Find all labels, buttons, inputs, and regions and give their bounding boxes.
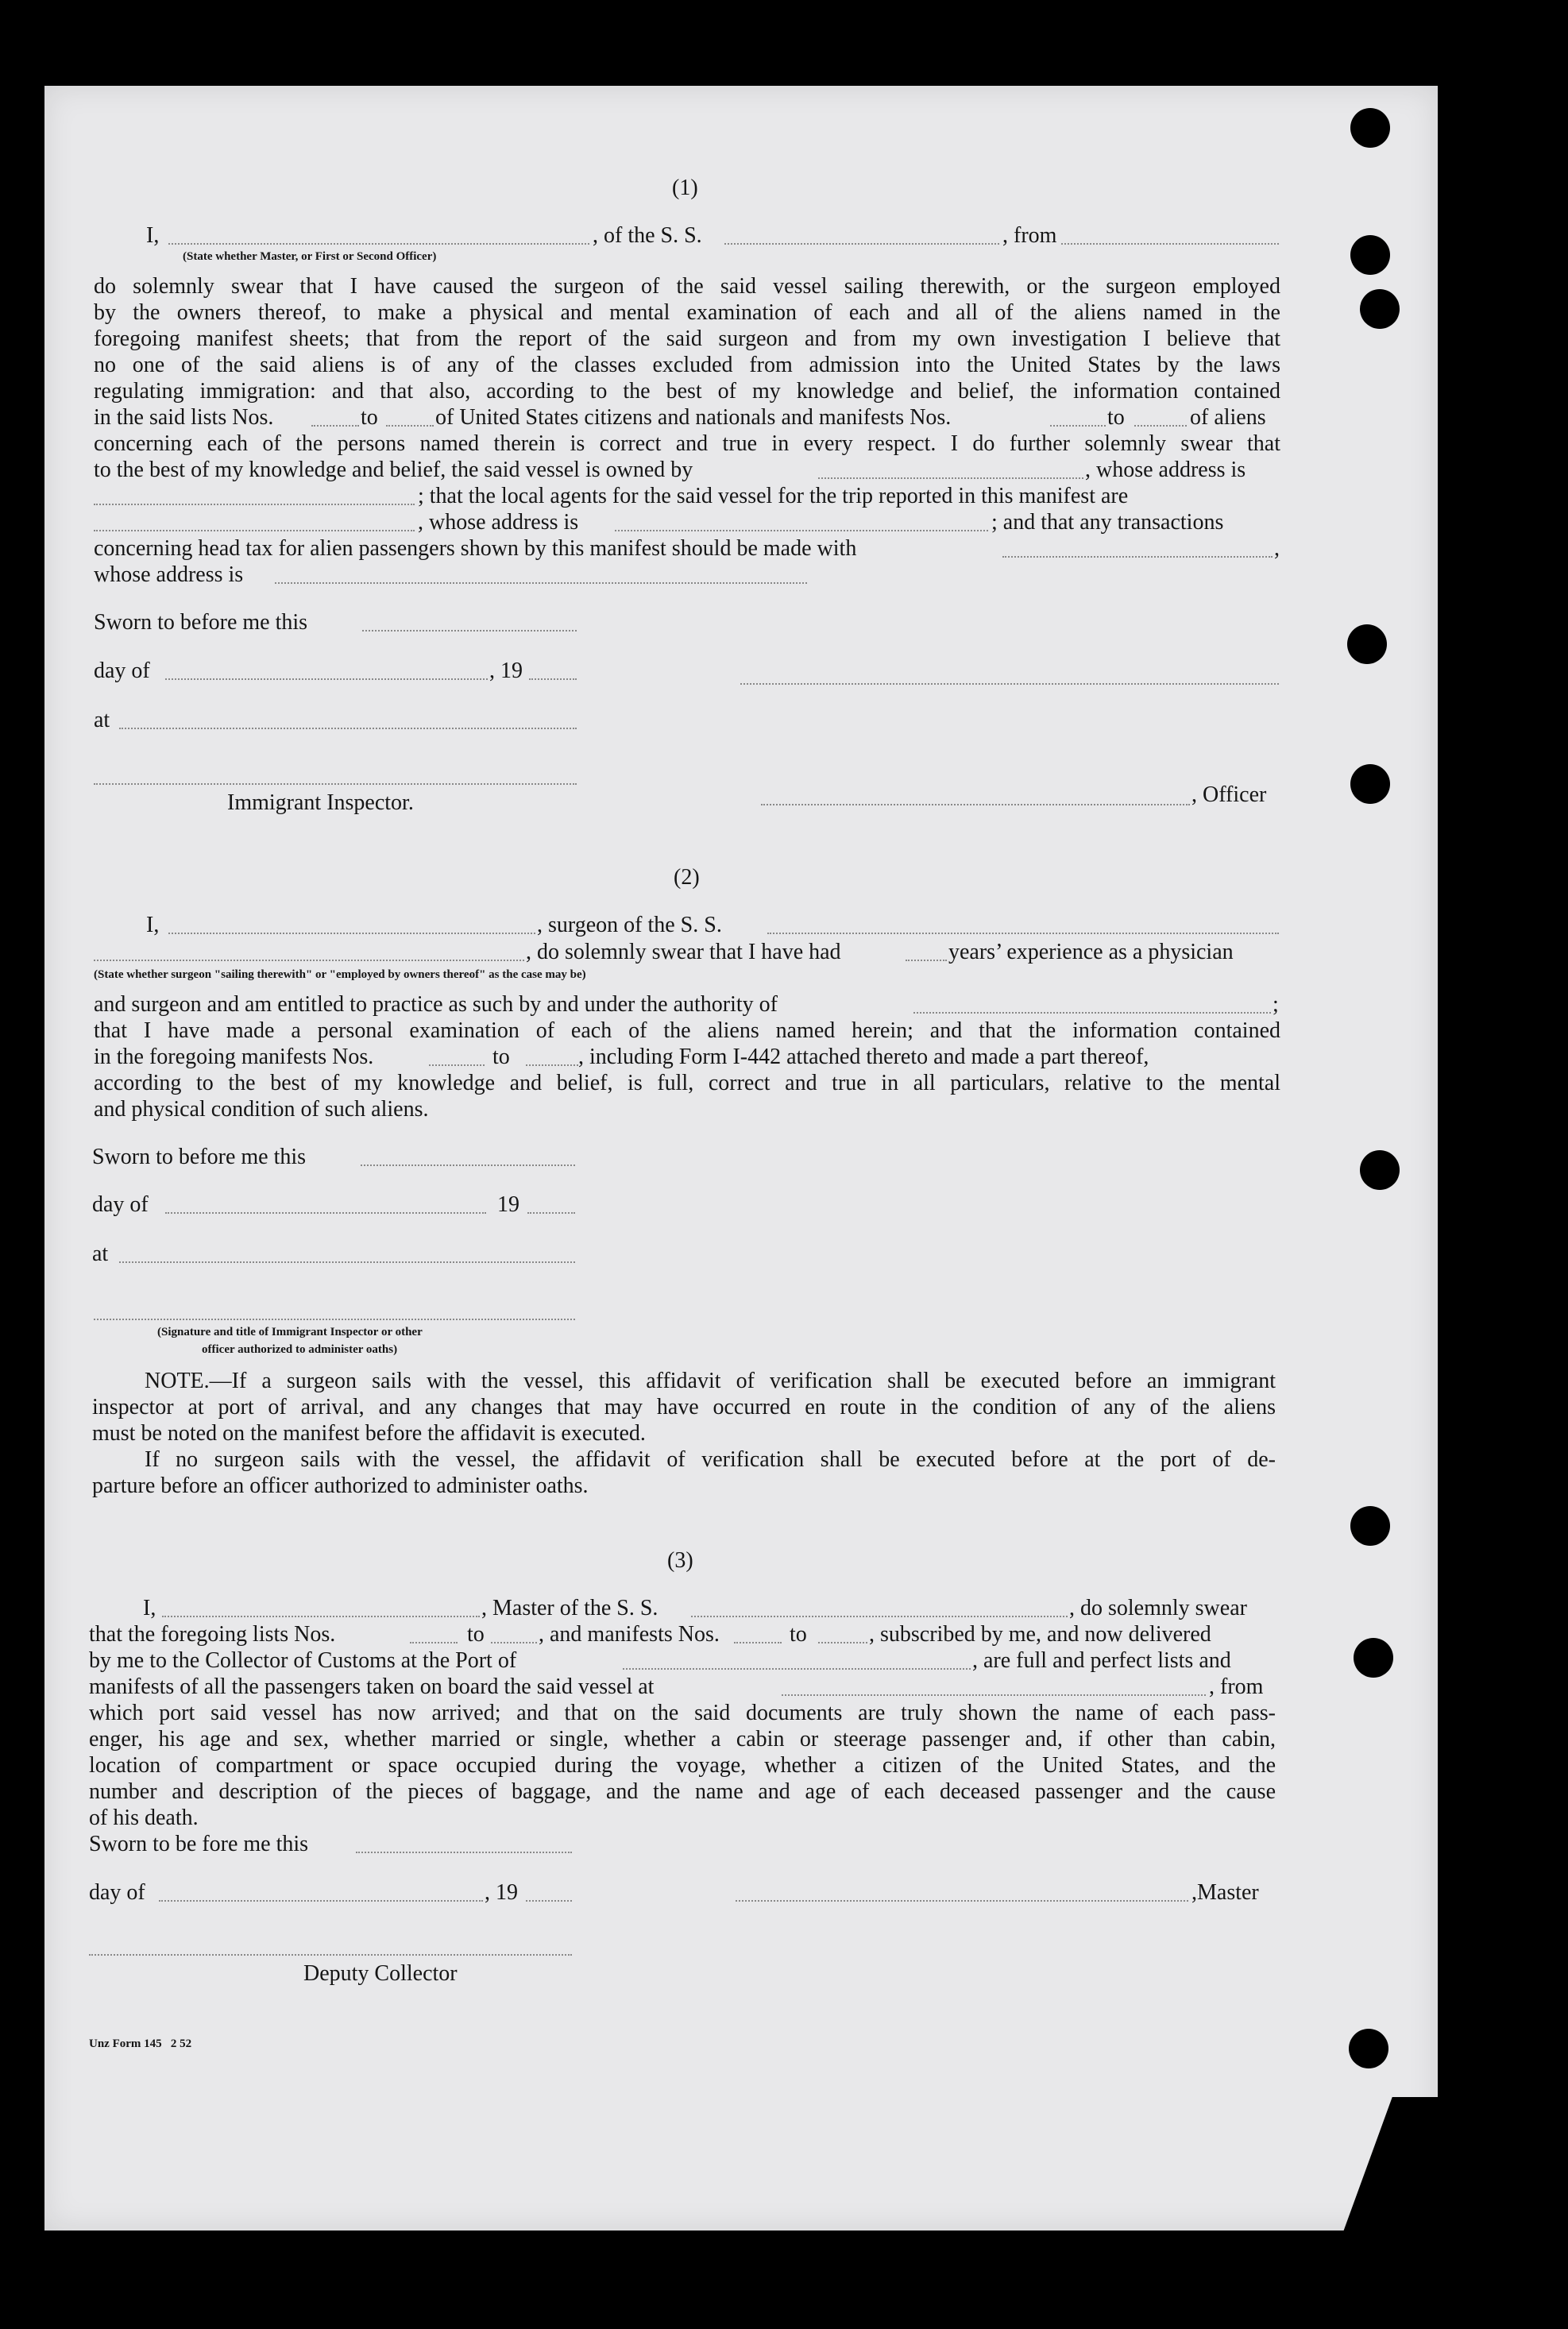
s3-master-label: ,Master bbox=[1191, 1880, 1259, 1905]
s3-port-field[interactable] bbox=[623, 1668, 971, 1670]
s1-sworn-label: Sworn to before me this bbox=[94, 610, 308, 635]
punch-hole bbox=[1350, 235, 1390, 275]
s1-citizens-label: of United States citizens and nationals and manifests Nos. bbox=[435, 405, 952, 430]
s1-headtax-address-field[interactable] bbox=[275, 582, 807, 584]
s3-to-label: to bbox=[467, 1622, 485, 1647]
s3-sworn-label: Sworn to be fore me this bbox=[89, 1832, 309, 1856]
s3-boarded-field[interactable] bbox=[782, 1694, 1206, 1696]
s2-at-field[interactable] bbox=[119, 1261, 575, 1263]
s2-signature-line[interactable] bbox=[94, 1319, 575, 1320]
s3-manifests-from-field[interactable] bbox=[734, 1642, 782, 1643]
s1-to-label: to bbox=[361, 405, 378, 430]
s1-at-label: at bbox=[94, 708, 110, 732]
s3-lists-from-field[interactable] bbox=[410, 1642, 458, 1643]
punch-hole bbox=[1350, 764, 1390, 804]
s3-sworn-field[interactable] bbox=[356, 1852, 572, 1853]
s2-vessel-field[interactable] bbox=[767, 933, 1279, 934]
s1-inspector-label: Immigrant Inspector. bbox=[227, 790, 414, 815]
s3-body-line: number and description of the pieces of baggage, and the name and age of each deceased passenger and the cause bbox=[89, 1779, 1276, 1804]
s2-body-line: and physical condition of such aliens. bbox=[94, 1097, 429, 1122]
s2-sworn-field[interactable] bbox=[361, 1164, 575, 1166]
s1-headtax-field[interactable] bbox=[1002, 556, 1273, 558]
s1-body-line: regulating immigration: and that also, according to the best of my knowledge and belief, the information contained bbox=[94, 379, 1280, 404]
s1-transactions-label: ; and that any transactions bbox=[991, 510, 1224, 535]
s1-agents-label: ; that the local agents for the said vessel for the trip reported in this manifest are bbox=[418, 484, 1129, 508]
s1-from-field[interactable] bbox=[1061, 243, 1279, 245]
s1-owned-by-label: to the best of my knowledge and belief, the said vessel is owned by bbox=[94, 458, 693, 482]
section-3-number: (3) bbox=[667, 1548, 693, 1573]
s1-agent-address-field[interactable] bbox=[615, 530, 988, 531]
s3-swear-label: , do solemnly swear bbox=[1069, 1596, 1247, 1620]
s2-year-label: 19 bbox=[497, 1192, 519, 1217]
s1-body-line: foregoing manifest sheets; that from the report of the said surgeon and from my own investigation I believe that bbox=[94, 326, 1280, 351]
s2-note-line: If no surgeon sails with the vessel, the affidavit of verification shall be executed before at the port of de- bbox=[145, 1447, 1276, 1472]
s3-i-label: I, bbox=[143, 1596, 156, 1620]
s3-year-field[interactable] bbox=[526, 1900, 572, 1902]
s3-body-line: enger, his age and sex, whether married or single, whether a cabin or steerage passenger and, if other than cabin, bbox=[89, 1727, 1276, 1752]
s1-owner-field[interactable] bbox=[818, 477, 1083, 479]
s2-surgeon-note: (State whether surgeon "sailing therewith" or "employed by owners thereof" as the case may be) bbox=[94, 968, 586, 981]
s3-manifests-label: , and manifests Nos. bbox=[539, 1622, 720, 1647]
s2-years-field[interactable] bbox=[906, 960, 947, 961]
s2-manifests-from-field[interactable] bbox=[429, 1064, 485, 1066]
punch-hole bbox=[1349, 2029, 1388, 2068]
s1-officer-signature-line-top[interactable] bbox=[740, 683, 1279, 685]
punch-hole bbox=[1360, 1150, 1400, 1190]
s1-officer-name-field[interactable] bbox=[168, 243, 589, 245]
punch-hole bbox=[1354, 1638, 1393, 1678]
s1-body-line: no one of the said aliens is of any of the classes excluded from admission into the United States by the laws bbox=[94, 353, 1280, 377]
s2-surgeon-of-ss-label: , surgeon of the S. S. bbox=[537, 913, 722, 937]
s3-lists-full-label: , are full and perfect lists and bbox=[972, 1648, 1231, 1673]
s2-body-line: according to the best of my knowledge and belief, is full, correct and true in all particulars, relative to the mental bbox=[94, 1071, 1280, 1095]
s2-to-label: to bbox=[492, 1045, 510, 1069]
s2-authority-label: and surgeon and am entitled to practice as such by and under the authority of bbox=[94, 992, 778, 1017]
s2-authority-field[interactable] bbox=[913, 1012, 1271, 1014]
s2-signature-note-1: (Signature and title of Immigrant Inspector or other bbox=[157, 1326, 423, 1338]
s1-body-line: by the owners thereof, to make a physical and mental examination of each and all of the aliens named in the bbox=[94, 300, 1280, 325]
punch-hole bbox=[1360, 289, 1400, 329]
s2-note-line: parture before an officer authorized to administer oaths. bbox=[92, 1473, 589, 1498]
s1-i-label: I, bbox=[146, 223, 160, 248]
s1-owner-address-field[interactable] bbox=[94, 504, 415, 505]
s2-sworn-label: Sworn to before me this bbox=[92, 1145, 307, 1169]
s1-lists-to-field[interactable] bbox=[386, 425, 434, 427]
s1-agents-field[interactable] bbox=[94, 530, 415, 531]
s2-semicolon: ; bbox=[1273, 992, 1279, 1017]
s1-body-line: do solemnly swear that I have caused the surgeon of the said vessel sailing therewith, or the surgeon employed bbox=[94, 274, 1280, 299]
s3-vessel-field[interactable] bbox=[691, 1616, 1068, 1617]
section-2-number: (2) bbox=[674, 865, 700, 890]
s3-deputy-collector-label: Deputy Collector bbox=[303, 1961, 458, 1986]
s2-day-field[interactable] bbox=[165, 1212, 486, 1214]
s2-body-line: that I have made a personal examination of each of the aliens named herein; and that the information contained bbox=[94, 1018, 1280, 1043]
s1-headtax-label: concerning head tax for alien passengers shown by this manifest should be made with bbox=[94, 536, 857, 561]
s1-to-label-2: to bbox=[1107, 405, 1125, 430]
s3-collector-signature-line[interactable] bbox=[89, 1954, 572, 1956]
s1-agent-address-label: , whose address is bbox=[418, 510, 579, 535]
s2-day-of-label: day of bbox=[92, 1192, 149, 1217]
s2-surgeon-status-field[interactable] bbox=[94, 960, 524, 961]
s1-from-label: , from bbox=[1002, 223, 1057, 248]
s1-year-field[interactable] bbox=[529, 678, 577, 680]
s1-sworn-field[interactable] bbox=[362, 630, 577, 631]
s2-physician-label: years’ experience as a physician bbox=[948, 940, 1234, 964]
s3-body-line: which port said vessel has now arrived; and that on the said documents are truly shown the name of each pass- bbox=[89, 1701, 1276, 1725]
s1-comma: , bbox=[1274, 536, 1280, 561]
s3-manifests-to-field[interactable] bbox=[818, 1642, 867, 1643]
s1-inspector-signature-line[interactable] bbox=[94, 783, 577, 785]
s1-officer-label: , Officer bbox=[1191, 782, 1267, 807]
s1-officer-signature-field[interactable] bbox=[761, 804, 1190, 805]
punch-hole bbox=[1350, 108, 1390, 148]
section-1-number: (1) bbox=[672, 176, 698, 200]
s2-form-label: , including Form I-442 attached thereto and made a part thereof, bbox=[578, 1045, 1149, 1069]
s3-master-name-field[interactable] bbox=[162, 1616, 480, 1617]
s1-day-of-label: day of bbox=[94, 659, 150, 683]
s3-to-label-2: to bbox=[790, 1622, 807, 1647]
s2-manifests-to-field[interactable] bbox=[526, 1064, 578, 1066]
s3-master-of-ss-label: , Master of the S. S. bbox=[481, 1596, 658, 1620]
s2-year-field[interactable] bbox=[527, 1212, 575, 1214]
s3-day-field[interactable] bbox=[159, 1900, 483, 1902]
s1-of-ss-label: , of the S. S. bbox=[593, 223, 702, 248]
s2-manifests-label: in the foregoing manifests Nos. bbox=[94, 1045, 374, 1069]
s1-lists-from-field[interactable] bbox=[311, 425, 359, 427]
s1-year-label: , 19 bbox=[489, 659, 523, 683]
s3-subscribed-label: , subscribed by me, and now delivered bbox=[869, 1622, 1211, 1647]
s1-whose-address-label: whose address is bbox=[94, 562, 244, 587]
s2-experience-label: , do solemnly swear that I have had bbox=[526, 940, 841, 964]
s2-signature-note-2: officer authorized to administer oaths) bbox=[202, 1343, 398, 1356]
s2-i-label: I, bbox=[146, 913, 160, 937]
s3-lists-label: that the foregoing lists Nos. bbox=[89, 1622, 336, 1647]
s2-note-line: NOTE.—If a surgeon sails with the vessel, this affidavit of verification shall be executed before an immigrant bbox=[145, 1369, 1276, 1393]
s2-surgeon-name-field[interactable] bbox=[168, 933, 535, 934]
s2-note-line: inspector at port of arrival, and any changes that may have occurred en route in the condition of any of the aliens bbox=[92, 1395, 1276, 1419]
s3-from-label: , from bbox=[1209, 1674, 1264, 1699]
s1-manifests-to-field[interactable] bbox=[1134, 425, 1187, 427]
s1-at-field[interactable] bbox=[119, 728, 577, 729]
s1-body-line: concerning each of the persons named therein is correct and true in every respect. I do further solemnly swear that bbox=[94, 431, 1280, 456]
s3-year-label: , 19 bbox=[485, 1880, 518, 1905]
s3-body-line: location of compartment or space occupied during the voyage, whether a citizen of the United States, and the bbox=[89, 1753, 1276, 1778]
s1-aliens-label: of aliens bbox=[1190, 405, 1266, 430]
s3-lists-to-field[interactable] bbox=[491, 1642, 537, 1643]
s3-port-label: by me to the Collector of Customs at the Port of bbox=[89, 1648, 517, 1673]
s2-note-line: must be noted on the manifest before the affidavit is executed. bbox=[92, 1421, 646, 1446]
s1-officer-note: (State whether Master, or First or Second Officer) bbox=[183, 250, 437, 263]
s3-body-line: of his death. bbox=[89, 1806, 199, 1830]
punch-hole bbox=[1347, 624, 1387, 664]
punch-hole bbox=[1350, 1506, 1390, 1546]
s1-vessel-field[interactable] bbox=[724, 243, 999, 245]
s1-day-field[interactable] bbox=[165, 678, 488, 680]
s1-lists-label: in the said lists Nos. bbox=[94, 405, 274, 430]
s1-manifests-from-field[interactable] bbox=[1050, 425, 1106, 427]
s3-master-signature-field[interactable] bbox=[736, 1900, 1188, 1902]
s3-day-of-label: day of bbox=[89, 1880, 145, 1905]
s1-address-label: , whose address is bbox=[1085, 458, 1246, 482]
s2-at-label: at bbox=[92, 1242, 109, 1266]
s3-boarded-label: manifests of all the passengers taken on board the said vessel at bbox=[89, 1674, 655, 1699]
form-id: Unz Form 145 2 52 bbox=[89, 2037, 192, 2050]
